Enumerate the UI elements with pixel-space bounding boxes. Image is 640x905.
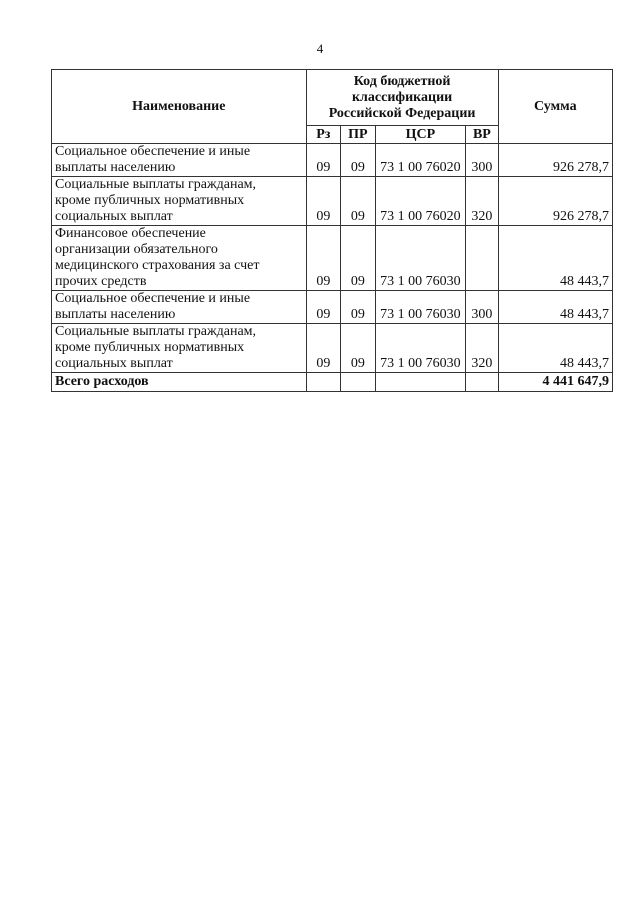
row-sum: 48 443,7 [498,324,612,373]
row-csr: 73 1 00 76020 [375,144,466,177]
row-name: Финансовое обеспечение организации обязательного медицинского страхования за счет прочих средств [52,226,307,291]
total-label: Всего расходов [52,373,307,392]
row-csr: 73 1 00 76020 [375,177,466,226]
row-vr: 300 [466,144,498,177]
header-rz: Рз [306,126,341,144]
row-name: Социальное обеспечение и иные выплаты населению [52,291,307,324]
header-pr: ПР [341,126,376,144]
table-row [52,144,613,177]
header-code-group: Код бюджетной классификации Российской Федерации [306,70,498,126]
row-rz: 09 [306,177,341,226]
row-rz: 09 [306,291,341,324]
row-name: Социальные выплаты гражданам, кроме публичных нормативных социальных выплат [52,324,307,373]
row-name: Социальные выплаты гражданам, кроме публичных нормативных социальных выплат [52,177,307,226]
total-empty-rz [306,373,341,392]
total-empty-csr [375,373,466,392]
page-number: 4 [316,41,324,56]
row-sum: 926 278,7 [498,177,612,226]
row-pr: 09 [341,226,376,291]
row-rz: 09 [306,324,341,373]
total-row [52,373,613,392]
row-pr: 09 [341,324,376,373]
row-pr: 09 [341,291,376,324]
row-sum: 926 278,7 [498,144,612,177]
row-sum: 48 443,7 [498,226,612,291]
row-rz: 09 [306,144,341,177]
row-vr: 300 [466,291,498,324]
total-empty-vr [466,373,498,392]
table-row [52,324,613,373]
row-sum: 48 443,7 [498,291,612,324]
table-row [52,226,613,291]
row-pr: 09 [341,177,376,226]
header-sum: Сумма [498,70,612,144]
table-row [52,177,613,226]
row-vr [466,226,498,291]
row-pr: 09 [341,144,376,177]
row-name: Социальное обеспечение и иные выплаты населению [52,144,307,177]
header-vr: ВР [466,126,498,144]
row-vr: 320 [466,324,498,373]
total-empty-pr [341,373,376,392]
header-name: Наименование [52,70,307,144]
header-csr: ЦСР [375,126,466,144]
expenditure-table [51,69,613,392]
table-row [52,291,613,324]
row-csr: 73 1 00 76030 [375,291,466,324]
row-vr: 320 [466,177,498,226]
row-csr: 73 1 00 76030 [375,226,466,291]
row-rz: 09 [306,226,341,291]
total-sum: 4 441 647,9 [498,373,612,392]
row-csr: 73 1 00 76030 [375,324,466,373]
